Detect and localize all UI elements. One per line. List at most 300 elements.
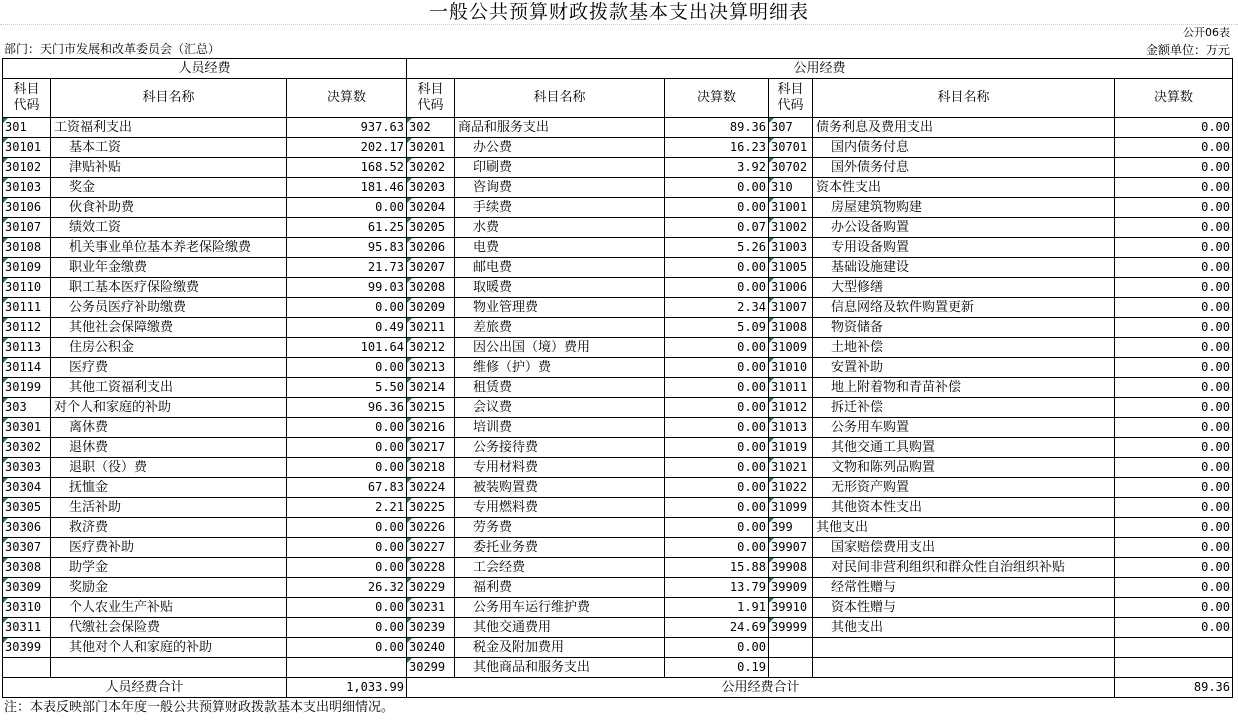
- item-code: 30309: [3, 578, 51, 598]
- item-amount: 0.00: [287, 438, 407, 458]
- item-code: 31021: [769, 458, 813, 478]
- sheet-gridline: [0, 24, 1238, 25]
- item-name: 其他交通工具购置: [813, 438, 1115, 458]
- item-code: 30202: [407, 158, 455, 178]
- table-row: [3, 118, 1233, 138]
- item-amount: 0.00: [665, 458, 769, 478]
- item-amount: 0.00: [665, 418, 769, 438]
- item-amount: 96.36: [287, 398, 407, 418]
- item-amount: 0.00: [1115, 258, 1233, 278]
- item-amount: 0.00: [1115, 358, 1233, 378]
- item-name: 国外债务付息: [813, 158, 1115, 178]
- item-name: 工资福利支出: [51, 118, 287, 138]
- item-name: 物业管理费: [455, 298, 665, 318]
- item-name: 邮电费: [455, 258, 665, 278]
- item-code: 301: [3, 118, 51, 138]
- item-name: 拆迁补偿: [813, 398, 1115, 418]
- item-code: 30311: [3, 618, 51, 638]
- item-amount: 0.00: [1115, 278, 1233, 298]
- item-amount: [1115, 638, 1233, 658]
- item-amount: 0.00: [665, 338, 769, 358]
- item-name: 其他交通费用: [455, 618, 665, 638]
- item-name: 医疗费补助: [51, 538, 287, 558]
- item-name: 公务用车运行维护费: [455, 598, 665, 618]
- item-name: [813, 638, 1115, 658]
- item-name: 土地补偿: [813, 338, 1115, 358]
- column-header-row: [3, 79, 1233, 118]
- item-code: 30102: [3, 158, 51, 178]
- table-body: [3, 59, 1233, 698]
- item-name: 信息网络及软件购置更新: [813, 298, 1115, 318]
- item-code: 30107: [3, 218, 51, 238]
- header-amount: 决算数: [665, 79, 769, 118]
- item-code: 30225: [407, 498, 455, 518]
- item-code: [769, 638, 813, 658]
- header-name: 科目名称: [455, 79, 665, 118]
- item-amount: 0.00: [1115, 578, 1233, 598]
- item-name: 医疗费: [51, 358, 287, 378]
- table-number: 公开06表: [1183, 26, 1230, 39]
- item-code: 30205: [407, 218, 455, 238]
- item-name: 资本性支出: [813, 178, 1115, 198]
- item-code: 31001: [769, 198, 813, 218]
- header-code: 科目 代码: [769, 79, 813, 118]
- item-amount: 13.79: [665, 578, 769, 598]
- item-code: 31022: [769, 478, 813, 498]
- item-name: 手续费: [455, 198, 665, 218]
- department-label: 部门：天门市发展和改革委员会（汇总）: [4, 42, 221, 56]
- item-amount: 99.03: [287, 278, 407, 298]
- item-name: 差旅费: [455, 318, 665, 338]
- item-name: 资本性赠与: [813, 598, 1115, 618]
- item-name: 被装购置费: [455, 478, 665, 498]
- item-amount: 0.00: [1115, 418, 1233, 438]
- item-amount: 0.00: [665, 438, 769, 458]
- item-code: [3, 658, 51, 678]
- table-row: [3, 658, 1233, 678]
- item-code: 30204: [407, 198, 455, 218]
- item-amount: 0.00: [1115, 178, 1233, 198]
- item-name: 生活补助: [51, 498, 287, 518]
- item-name: [813, 658, 1115, 678]
- item-amount: 0.00: [665, 518, 769, 538]
- item-amount: 21.73: [287, 258, 407, 278]
- item-name: 其他社会保障缴费: [51, 318, 287, 338]
- item-code: 30212: [407, 338, 455, 358]
- section-personnel: 人员经费: [3, 59, 407, 79]
- item-code: 30229: [407, 578, 455, 598]
- item-code: 30106: [3, 198, 51, 218]
- item-code: 31013: [769, 418, 813, 438]
- item-name: 离休费: [51, 418, 287, 438]
- item-amount: 5.50: [287, 378, 407, 398]
- item-name: 租赁费: [455, 378, 665, 398]
- item-name: 经常性赠与: [813, 578, 1115, 598]
- item-code: 39999: [769, 618, 813, 638]
- item-name: 退休费: [51, 438, 287, 458]
- item-code: 30112: [3, 318, 51, 338]
- item-name: 对个人和家庭的补助: [51, 398, 287, 418]
- item-name: 劳务费: [455, 518, 665, 538]
- table-row: [3, 378, 1233, 398]
- item-amount: 0.00: [1115, 438, 1233, 458]
- table-row: [3, 638, 1233, 658]
- section-header-row: [3, 59, 1233, 79]
- item-name: 培训费: [455, 418, 665, 438]
- personnel-total-amount: 1,033.99: [287, 678, 407, 698]
- item-amount: 0.00: [287, 598, 407, 618]
- item-code: 30701: [769, 138, 813, 158]
- item-amount: 5.26: [665, 238, 769, 258]
- item-code: 30306: [3, 518, 51, 538]
- item-amount: 0.07: [665, 218, 769, 238]
- table-row: [3, 238, 1233, 258]
- item-name: 职业年金缴费: [51, 258, 287, 278]
- item-name: 文物和陈列品购置: [813, 458, 1115, 478]
- item-name: 无形资产购置: [813, 478, 1115, 498]
- item-amount: 0.19: [665, 658, 769, 678]
- item-amount: 0.00: [665, 478, 769, 498]
- item-name: 其他商品和服务支出: [455, 658, 665, 678]
- public-total-label: 公用经费合计: [407, 678, 1115, 698]
- item-amount: 0.00: [665, 358, 769, 378]
- item-amount: 0.00: [665, 278, 769, 298]
- item-amount: 937.63: [287, 118, 407, 138]
- item-amount: 5.09: [665, 318, 769, 338]
- item-name: 其他工资福利支出: [51, 378, 287, 398]
- item-amount: 0.00: [1115, 318, 1233, 338]
- item-code: 31003: [769, 238, 813, 258]
- item-name: 专用材料费: [455, 458, 665, 478]
- item-code: 30304: [3, 478, 51, 498]
- item-code: 30227: [407, 538, 455, 558]
- item-code: 30215: [407, 398, 455, 418]
- item-name: 基本工资: [51, 138, 287, 158]
- item-code: 30310: [3, 598, 51, 618]
- item-code: 31008: [769, 318, 813, 338]
- item-name: 商品和服务支出: [455, 118, 665, 138]
- item-amount: 0.00: [1115, 138, 1233, 158]
- item-amount: 0.00: [665, 378, 769, 398]
- item-code: 31012: [769, 398, 813, 418]
- item-name: 维修（护）费: [455, 358, 665, 378]
- item-amount: 0.00: [287, 638, 407, 658]
- item-name: 其他资本性支出: [813, 498, 1115, 518]
- item-amount: 24.69: [665, 618, 769, 638]
- item-code: 30214: [407, 378, 455, 398]
- item-amount: 0.00: [287, 558, 407, 578]
- item-amount: 15.88: [665, 558, 769, 578]
- item-code: 31005: [769, 258, 813, 278]
- item-amount: 0.00: [1115, 478, 1233, 498]
- item-amount: 0.00: [665, 198, 769, 218]
- item-amount: 101.64: [287, 338, 407, 358]
- personnel-total-label: 人员经费合计: [3, 678, 287, 698]
- item-code: 30103: [3, 178, 51, 198]
- item-amount: 181.46: [287, 178, 407, 198]
- item-code: 310: [769, 178, 813, 198]
- item-code: 39907: [769, 538, 813, 558]
- item-code: 30224: [407, 478, 455, 498]
- item-amount: 0.00: [1115, 618, 1233, 638]
- table-row: [3, 158, 1233, 178]
- item-name: 抚恤金: [51, 478, 287, 498]
- item-name: 绩效工资: [51, 218, 287, 238]
- item-amount: 0.00: [1115, 538, 1233, 558]
- item-code: 30218: [407, 458, 455, 478]
- item-code: 31099: [769, 498, 813, 518]
- item-amount: [1115, 658, 1233, 678]
- item-name: 退职（役）费: [51, 458, 287, 478]
- item-name: 因公出国（境）费用: [455, 338, 665, 358]
- item-amount: 16.23: [665, 138, 769, 158]
- item-code: 31007: [769, 298, 813, 318]
- item-code: 31010: [769, 358, 813, 378]
- item-code: 30206: [407, 238, 455, 258]
- item-amount: 0.00: [1115, 378, 1233, 398]
- item-amount: 0.00: [1115, 598, 1233, 618]
- item-code: 30109: [3, 258, 51, 278]
- item-code: 302: [407, 118, 455, 138]
- table-row: [3, 298, 1233, 318]
- table-row: [3, 278, 1233, 298]
- item-name: 机关事业单位基本养老保险缴费: [51, 238, 287, 258]
- item-amount: 0.00: [1115, 298, 1233, 318]
- item-name: 公务员医疗补助缴费: [51, 298, 287, 318]
- item-name: 税金及附加费用: [455, 638, 665, 658]
- item-code: 307: [769, 118, 813, 138]
- item-amount: 1.91: [665, 598, 769, 618]
- item-amount: 0.00: [1115, 118, 1233, 138]
- item-code: 30307: [3, 538, 51, 558]
- item-name: 工会经费: [455, 558, 665, 578]
- header-code: 科目 代码: [407, 79, 455, 118]
- item-code: 30217: [407, 438, 455, 458]
- item-name: 电费: [455, 238, 665, 258]
- header-name: 科目名称: [51, 79, 287, 118]
- item-name: 个人农业生产补贴: [51, 598, 287, 618]
- table-row: [3, 578, 1233, 598]
- item-code: 31019: [769, 438, 813, 458]
- header-name: 科目名称: [813, 79, 1115, 118]
- item-code: 30111: [3, 298, 51, 318]
- table-row: [3, 538, 1233, 558]
- item-name: 办公费: [455, 138, 665, 158]
- table-row: [3, 138, 1233, 158]
- item-amount: 0.00: [1115, 218, 1233, 238]
- item-name: 对民间非营利组织和群众性自治组织补贴: [813, 558, 1115, 578]
- item-name: 专用设备购置: [813, 238, 1115, 258]
- item-amount: 0.00: [1115, 198, 1233, 218]
- item-code: 30301: [3, 418, 51, 438]
- item-amount: 67.83: [287, 478, 407, 498]
- table-row: [3, 558, 1233, 578]
- item-code: 39908: [769, 558, 813, 578]
- table-row: [3, 598, 1233, 618]
- table-row: [3, 418, 1233, 438]
- item-code: 30702: [769, 158, 813, 178]
- totals-row: [3, 678, 1233, 698]
- item-amount: 202.17: [287, 138, 407, 158]
- item-name: 其他对个人和家庭的补助: [51, 638, 287, 658]
- item-amount: 3.92: [665, 158, 769, 178]
- item-amount: 0.00: [287, 618, 407, 638]
- item-code: 30216: [407, 418, 455, 438]
- item-amount: 0.49: [287, 318, 407, 338]
- item-name: 福利费: [455, 578, 665, 598]
- item-name: 取暖费: [455, 278, 665, 298]
- item-name: 国内债务付息: [813, 138, 1115, 158]
- item-amount: 0.00: [1115, 558, 1233, 578]
- header-code: 科目 代码: [3, 79, 51, 118]
- item-name: 奖金: [51, 178, 287, 198]
- item-code: 30399: [3, 638, 51, 658]
- item-code: 31011: [769, 378, 813, 398]
- item-name: 安置补助: [813, 358, 1115, 378]
- table-row: [3, 478, 1233, 498]
- public-total-amount: 89.36: [1115, 678, 1233, 698]
- item-code: 30203: [407, 178, 455, 198]
- item-name: 专用燃料费: [455, 498, 665, 518]
- header-amount: 决算数: [287, 79, 407, 118]
- item-amount: 0.00: [287, 418, 407, 438]
- item-amount: 0.00: [1115, 518, 1233, 538]
- item-code: 31002: [769, 218, 813, 238]
- item-amount: 0.00: [665, 638, 769, 658]
- amount-unit-label: 金额单位：万元: [1145, 43, 1230, 57]
- item-code: 30303: [3, 458, 51, 478]
- item-amount: 0.00: [665, 398, 769, 418]
- item-name: 地上附着物和青苗补偿: [813, 378, 1115, 398]
- item-code: 30108: [3, 238, 51, 258]
- item-code: 30308: [3, 558, 51, 578]
- item-name: 基础设施建设: [813, 258, 1115, 278]
- table-row: [3, 198, 1233, 218]
- item-name: 印刷费: [455, 158, 665, 178]
- item-name: 公务接待费: [455, 438, 665, 458]
- item-amount: 26.32: [287, 578, 407, 598]
- item-amount: 95.83: [287, 238, 407, 258]
- item-amount: 2.34: [665, 298, 769, 318]
- item-code: 399: [769, 518, 813, 538]
- item-code: 30201: [407, 138, 455, 158]
- table-row: [3, 178, 1233, 198]
- table-row: [3, 318, 1233, 338]
- item-name: 其他支出: [813, 518, 1115, 538]
- item-code: 30213: [407, 358, 455, 378]
- item-amount: 0.00: [665, 178, 769, 198]
- table-row: [3, 398, 1233, 418]
- item-code: 30113: [3, 338, 51, 358]
- item-amount: 2.21: [287, 498, 407, 518]
- header-amount: 决算数: [1115, 79, 1233, 118]
- item-code: 30228: [407, 558, 455, 578]
- item-amount: 0.00: [665, 258, 769, 278]
- item-name: 咨询费: [455, 178, 665, 198]
- item-name: 代缴社会保险费: [51, 618, 287, 638]
- item-name: 其他支出: [813, 618, 1115, 638]
- item-amount: 0.00: [287, 198, 407, 218]
- item-name: 救济费: [51, 518, 287, 538]
- item-amount: 0.00: [1115, 398, 1233, 418]
- item-name: [51, 658, 287, 678]
- item-amount: 0.00: [287, 298, 407, 318]
- item-code: [769, 658, 813, 678]
- expenditure-table: [2, 58, 1233, 698]
- table-row: [3, 458, 1233, 478]
- item-name: 房屋建筑物购建: [813, 198, 1115, 218]
- item-amount: 0.00: [287, 538, 407, 558]
- item-code: 31006: [769, 278, 813, 298]
- item-name: 奖励金: [51, 578, 287, 598]
- table-row: [3, 498, 1233, 518]
- item-name: 水费: [455, 218, 665, 238]
- table-row: [3, 258, 1233, 278]
- item-code: 30240: [407, 638, 455, 658]
- item-name: 债务利息及费用支出: [813, 118, 1115, 138]
- item-amount: 0.00: [1115, 338, 1233, 358]
- item-amount: 0.00: [1115, 158, 1233, 178]
- item-name: 职工基本医疗保险缴费: [51, 278, 287, 298]
- item-name: 物资储备: [813, 318, 1115, 338]
- item-amount: 0.00: [665, 498, 769, 518]
- table-row: [3, 618, 1233, 638]
- item-amount: 89.36: [665, 118, 769, 138]
- item-code: 30239: [407, 618, 455, 638]
- item-amount: 0.00: [665, 538, 769, 558]
- item-amount: 0.00: [1115, 238, 1233, 258]
- item-amount: 61.25: [287, 218, 407, 238]
- section-public: 公用经费: [407, 59, 1233, 79]
- item-name: 会议费: [455, 398, 665, 418]
- item-name: 伙食补助费: [51, 198, 287, 218]
- footnote: 注：本表反映部门本年度一般公共预算财政拨款基本支出明细情况。: [4, 700, 395, 715]
- item-code: 30211: [407, 318, 455, 338]
- item-name: 委托业务费: [455, 538, 665, 558]
- item-code: 30302: [3, 438, 51, 458]
- item-amount: 0.00: [287, 518, 407, 538]
- item-code: 30209: [407, 298, 455, 318]
- item-code: 303: [3, 398, 51, 418]
- item-code: 39909: [769, 578, 813, 598]
- item-code: 30114: [3, 358, 51, 378]
- item-code: 30101: [3, 138, 51, 158]
- item-name: 国家赔偿费用支出: [813, 538, 1115, 558]
- item-code: 30305: [3, 498, 51, 518]
- table-row: [3, 438, 1233, 458]
- item-name: 助学金: [51, 558, 287, 578]
- item-code: 30110: [3, 278, 51, 298]
- item-name: 公务用车购置: [813, 418, 1115, 438]
- item-amount: 0.00: [1115, 498, 1233, 518]
- item-amount: 0.00: [1115, 458, 1233, 478]
- item-code: 30299: [407, 658, 455, 678]
- item-name: 住房公积金: [51, 338, 287, 358]
- item-name: 大型修缮: [813, 278, 1115, 298]
- table-row: [3, 338, 1233, 358]
- report-title: 一般公共预算财政拨款基本支出决算明细表: [428, 1, 809, 23]
- item-code: 30226: [407, 518, 455, 538]
- item-code: 30208: [407, 278, 455, 298]
- item-code: 30199: [3, 378, 51, 398]
- item-code: 30207: [407, 258, 455, 278]
- item-name: 办公设备购置: [813, 218, 1115, 238]
- item-code: 39910: [769, 598, 813, 618]
- item-amount: [287, 658, 407, 678]
- table-row: [3, 518, 1233, 538]
- item-amount: 0.00: [287, 458, 407, 478]
- item-amount: 0.00: [287, 358, 407, 378]
